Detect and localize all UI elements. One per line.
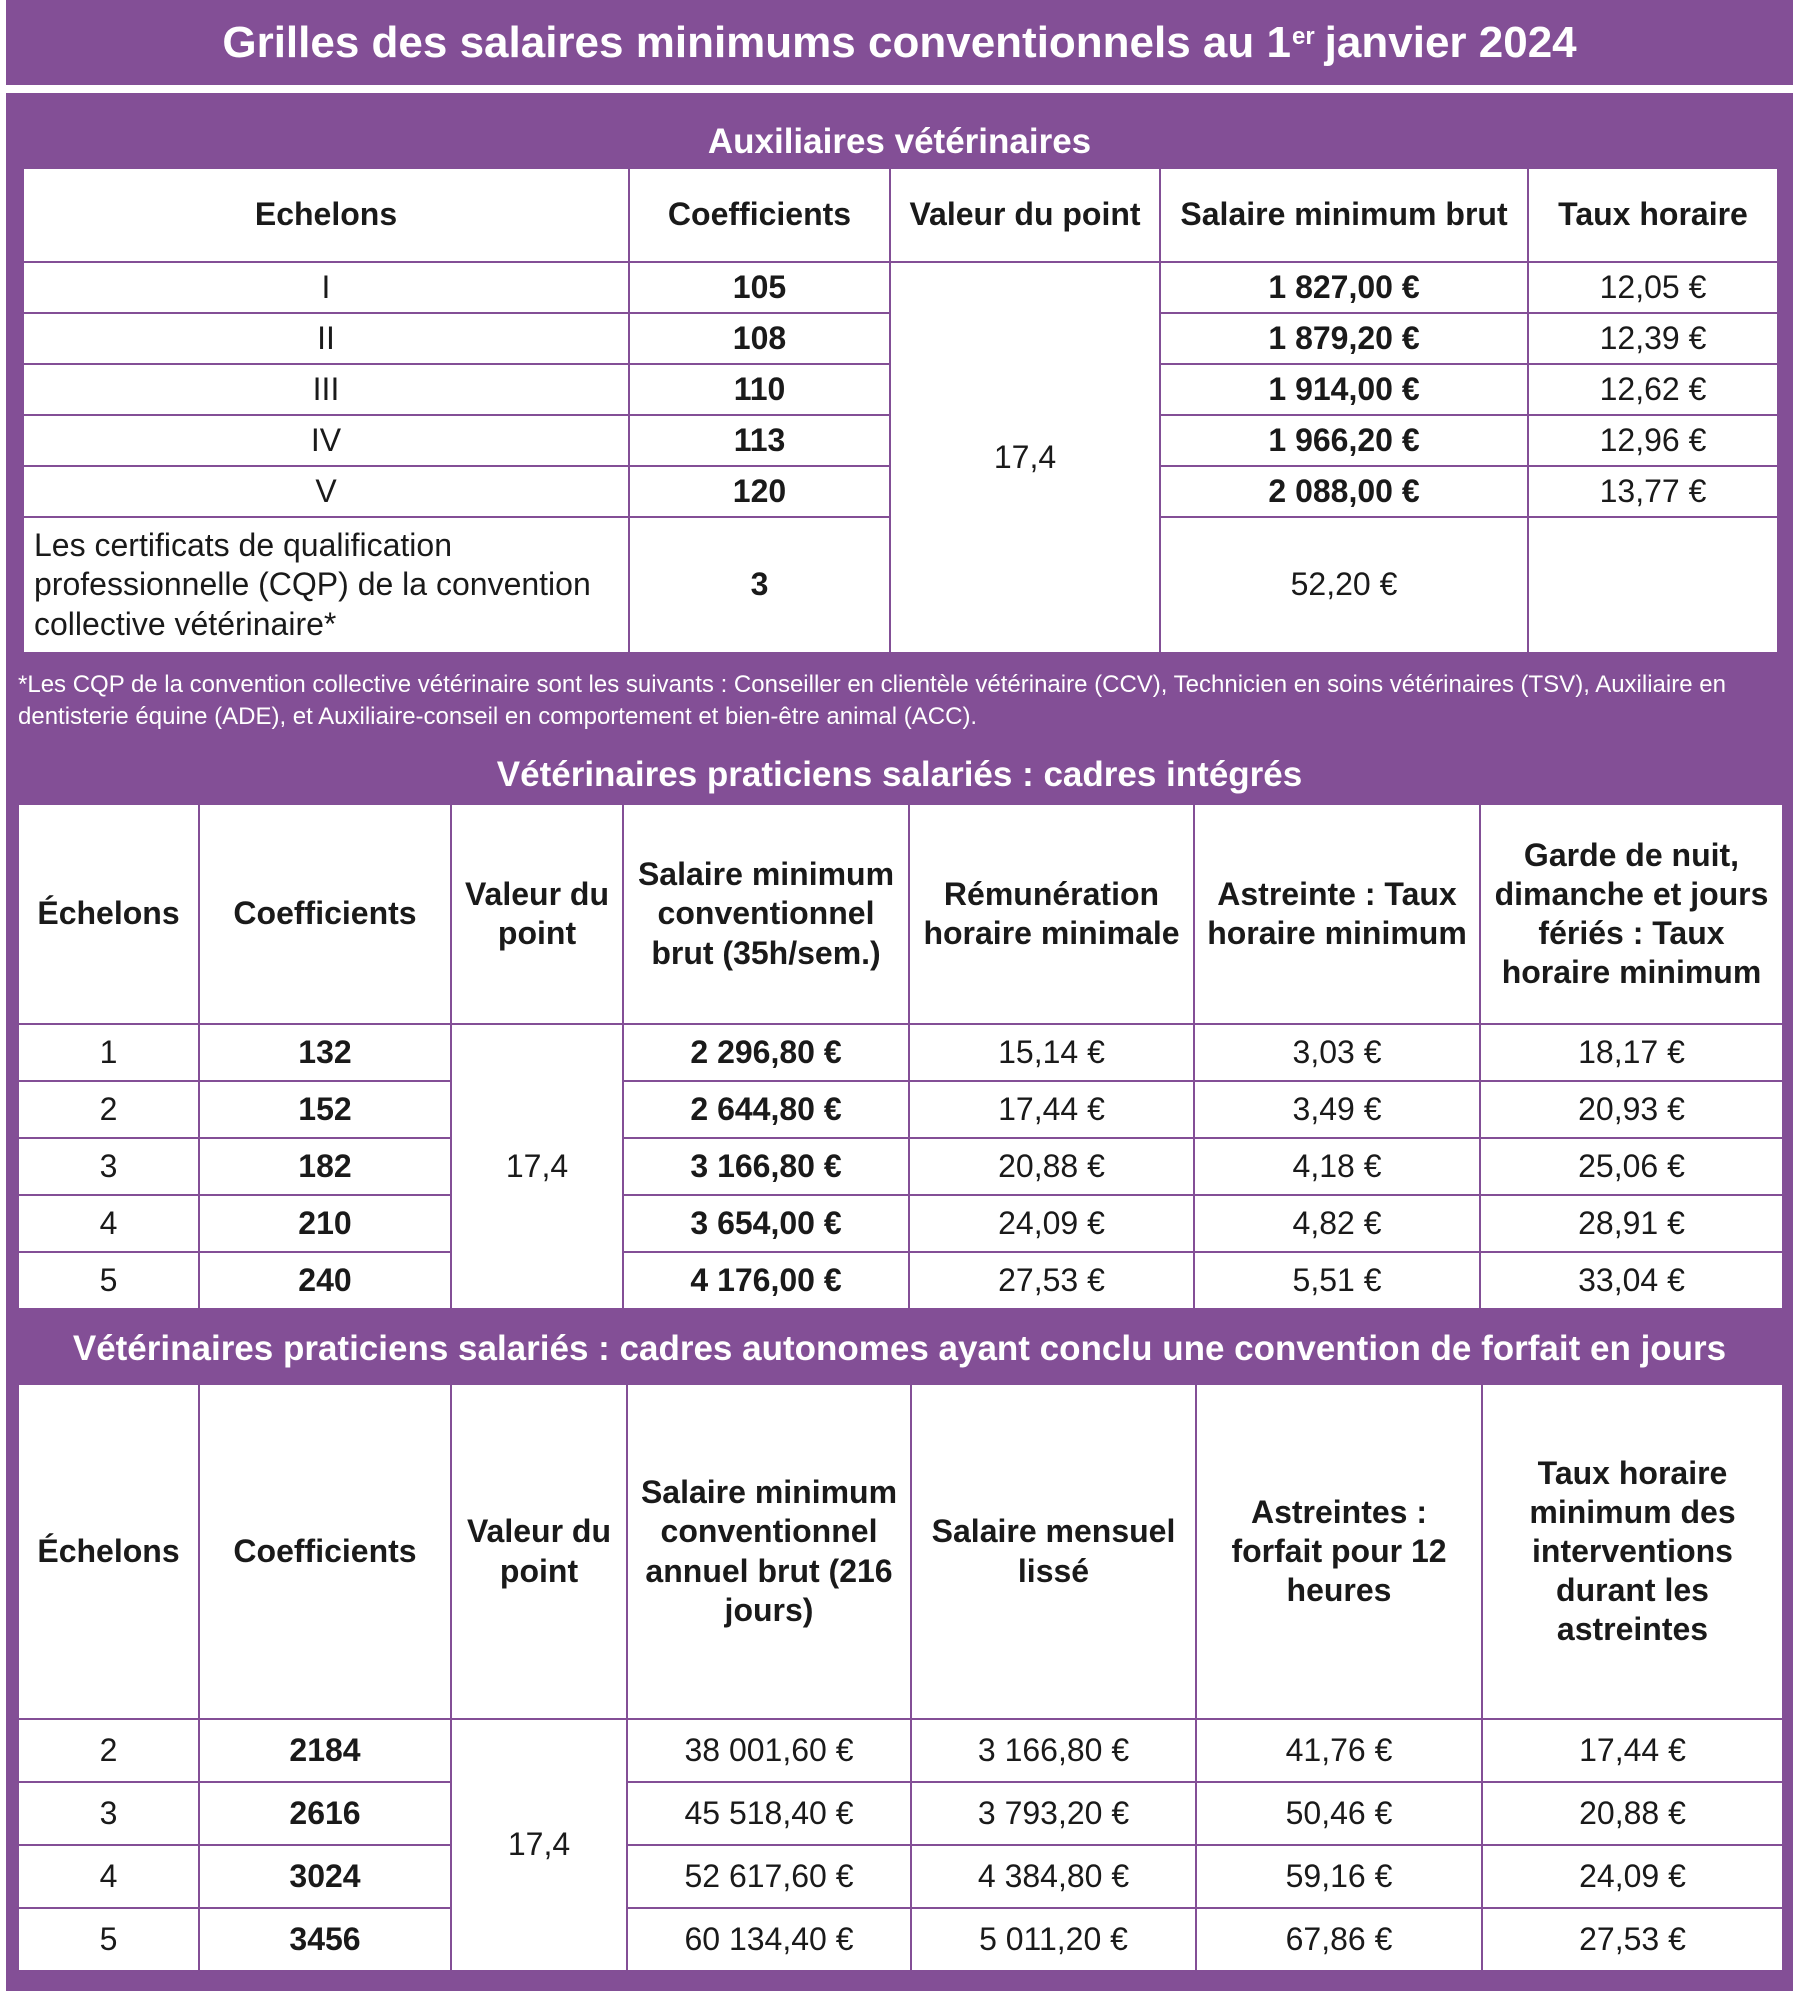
table-row [18, 1138, 1783, 1195]
coefficient-cell: 113 [629, 415, 890, 466]
echelon-cell: 5 [18, 1252, 199, 1309]
header-taux-horaire: Taux horaire [1528, 168, 1778, 262]
echelon-cell: II [23, 313, 629, 364]
echelon-cell: 5 [18, 1908, 199, 1971]
remuneration-cell: 24,09 € [909, 1195, 1194, 1252]
coefficient-cell: 240 [199, 1252, 451, 1309]
point-value-cell: 17,4 [890, 262, 1160, 653]
garde-cell: 20,93 € [1480, 1081, 1783, 1138]
astreinte-cell: 3,49 € [1194, 1081, 1480, 1138]
astreinte-cell: 3,03 € [1194, 1024, 1480, 1081]
header-garde: Garde de nuit, dimanche et jours fériés : Taux horaire minimum [1480, 804, 1783, 1024]
annuel-cell: 45 518,40 € [627, 1782, 911, 1845]
mensuel-cell: 5 011,20 € [911, 1908, 1196, 1971]
echelon-cell: 4 [18, 1845, 199, 1908]
section1-title: Auxiliaires vétérinaires [707, 122, 1092, 161]
echelon-cell: 2 [18, 1719, 199, 1782]
echelon-cell: III [23, 364, 629, 415]
coefficient-cell: 2184 [199, 1719, 451, 1782]
header-remuneration-horaire: Rémunération horaire minimale [909, 804, 1194, 1024]
salaire-cell: 2 296,80 € [623, 1024, 909, 1081]
salaire-cell: 2 088,00 € [1160, 466, 1528, 517]
taux-cell: 13,77 € [1528, 466, 1778, 517]
taux-cell: 24,09 € [1482, 1845, 1783, 1908]
header-echelons: Échelons [18, 1384, 199, 1719]
salary-grids-frame [6, 93, 1793, 1991]
taux-cell: 17,44 € [1482, 1719, 1783, 1782]
header-valeur-point: Valeur du point [451, 1384, 627, 1719]
taux-cell: 12,05 € [1528, 262, 1778, 313]
section3-title: Vétérinaires praticiens salariés : cadres autonomes ayant conclu une convention de forfait en jours [72, 1329, 1727, 1368]
forfait-cell: 59,16 € [1196, 1845, 1482, 1908]
garde-cell: 33,04 € [1480, 1252, 1783, 1309]
table-row [23, 262, 1778, 313]
taux-cell: 12,39 € [1528, 313, 1778, 364]
mensuel-cell: 3 166,80 € [911, 1719, 1196, 1782]
header-salaire-annuel: Salaire minimum conventionnel annuel brut (216 jours) [627, 1384, 911, 1719]
header-valeur-point: Valeur du point [890, 168, 1160, 262]
table-header-row [18, 1384, 1783, 1719]
title-main: Grilles des salaires minimums conventionnels au 1 [222, 17, 1291, 67]
annuel-cell: 52 617,60 € [627, 1845, 911, 1908]
coefficient-cell: 3456 [199, 1908, 451, 1971]
point-value-cell: 17,4 [451, 1024, 623, 1309]
title-superscript: er [1291, 22, 1315, 50]
coefficient-cell: 3024 [199, 1845, 451, 1908]
forfait-cell: 50,46 € [1196, 1782, 1482, 1845]
coefficient-cell: 3 [629, 517, 890, 653]
header-coefficients: Coefficients [199, 804, 451, 1024]
table-row [18, 1845, 1783, 1908]
header-salaire-conventionnel: Salaire minimum conventionnel brut (35h/sem.) [623, 804, 909, 1024]
remuneration-cell: 27,53 € [909, 1252, 1194, 1309]
salaire-cell: 3 654,00 € [623, 1195, 909, 1252]
mensuel-cell: 3 793,20 € [911, 1782, 1196, 1845]
echelon-cell: 2 [18, 1081, 199, 1138]
header-salaire-mensuel: Salaire mensuel lissé [911, 1384, 1196, 1719]
table-header-row [23, 168, 1778, 262]
page-title [6, 0, 1793, 85]
empty-cell [1528, 517, 1778, 653]
table-header-row [18, 804, 1783, 1024]
echelon-cell: V [23, 466, 629, 517]
coefficient-cell: 110 [629, 364, 890, 415]
astreinte-cell: 4,82 € [1194, 1195, 1480, 1252]
header-valeur-point: Valeur du point [451, 804, 623, 1024]
forfait-cell: 67,86 € [1196, 1908, 1482, 1971]
garde-cell: 25,06 € [1480, 1138, 1783, 1195]
salaire-cell: 2 644,80 € [623, 1081, 909, 1138]
table-row [18, 1195, 1783, 1252]
table-row [18, 1908, 1783, 1971]
header-echelons: Échelons [18, 804, 199, 1024]
cqp-label: Les certificats de qualification professionnelle (CQP) de la convention collective vétérinaire* [23, 517, 629, 653]
astreinte-cell: 4,18 € [1194, 1138, 1480, 1195]
header-astreintes-forfait: Astreintes : forfait pour 12 heures [1196, 1384, 1482, 1719]
table-row [18, 1024, 1783, 1081]
coefficient-cell: 120 [629, 466, 890, 517]
coefficient-cell: 132 [199, 1024, 451, 1081]
coefficient-cell: 210 [199, 1195, 451, 1252]
coefficient-cell: 2616 [199, 1782, 451, 1845]
section2-title: Vétérinaires praticiens salariés : cadres intégrés [496, 755, 1303, 794]
salaire-cell: 1 879,20 € [1160, 313, 1528, 364]
salaire-cell: 1 914,00 € [1160, 364, 1528, 415]
cadres-autonomes-table [17, 1383, 1784, 1972]
echelon-cell: I [23, 262, 629, 313]
forfait-cell: 41,76 € [1196, 1719, 1482, 1782]
salaire-cell: 4 176,00 € [623, 1252, 909, 1309]
table-row [18, 1252, 1783, 1309]
header-astreinte: Astreinte : Taux horaire minimum [1194, 804, 1480, 1024]
salaire-cell: 1 827,00 € [1160, 262, 1528, 313]
title-end: janvier 2024 [1324, 17, 1577, 67]
salaire-cell: 52,20 € [1160, 517, 1528, 653]
mensuel-cell: 4 384,80 € [911, 1845, 1196, 1908]
table-row [18, 1081, 1783, 1138]
header-taux-interventions: Taux horaire minimum des interventions durant les astreintes [1482, 1384, 1783, 1719]
salaire-cell: 3 166,80 € [623, 1138, 909, 1195]
annuel-cell: 38 001,60 € [627, 1719, 911, 1782]
echelon-cell: 1 [18, 1024, 199, 1081]
header-coefficients: Coefficients [629, 168, 890, 262]
taux-cell: 27,53 € [1482, 1908, 1783, 1971]
annuel-cell: 60 134,40 € [627, 1908, 911, 1971]
remuneration-cell: 17,44 € [909, 1081, 1194, 1138]
cadres-integres-table [17, 803, 1784, 1310]
point-value-cell: 17,4 [451, 1719, 627, 1971]
remuneration-cell: 15,14 € [909, 1024, 1194, 1081]
header-echelons: Echelons [23, 168, 629, 262]
echelon-cell: 3 [18, 1782, 199, 1845]
echelon-cell: 3 [18, 1138, 199, 1195]
header-salaire-brut: Salaire minimum brut [1160, 168, 1528, 262]
coefficient-cell: 105 [629, 262, 890, 313]
taux-cell: 12,62 € [1528, 364, 1778, 415]
table-row [18, 1719, 1783, 1782]
cqp-footnote: *Les CQP de la convention collective vétérinaire sont les suivants : Conseiller en clientèle vétérinaire (CCV), Technicien en soins vétérinaires (TSV), Auxiliaire en dentisterie équine (ADE), et Auxiliaire-conseil en comportement et bien-être animal (ACC). [18, 671, 1726, 730]
taux-cell: 12,96 € [1528, 415, 1778, 466]
table-row [18, 1782, 1783, 1845]
coefficient-cell: 182 [199, 1138, 451, 1195]
echelon-cell: 4 [18, 1195, 199, 1252]
echelon-cell: IV [23, 415, 629, 466]
coefficient-cell: 152 [199, 1081, 451, 1138]
garde-cell: 18,17 € [1480, 1024, 1783, 1081]
header-coefficients: Coefficients [199, 1384, 451, 1719]
astreinte-cell: 5,51 € [1194, 1252, 1480, 1309]
remuneration-cell: 20,88 € [909, 1138, 1194, 1195]
garde-cell: 28,91 € [1480, 1195, 1783, 1252]
salaire-cell: 1 966,20 € [1160, 415, 1528, 466]
coefficient-cell: 108 [629, 313, 890, 364]
auxiliaires-table [22, 167, 1779, 654]
taux-cell: 20,88 € [1482, 1782, 1783, 1845]
